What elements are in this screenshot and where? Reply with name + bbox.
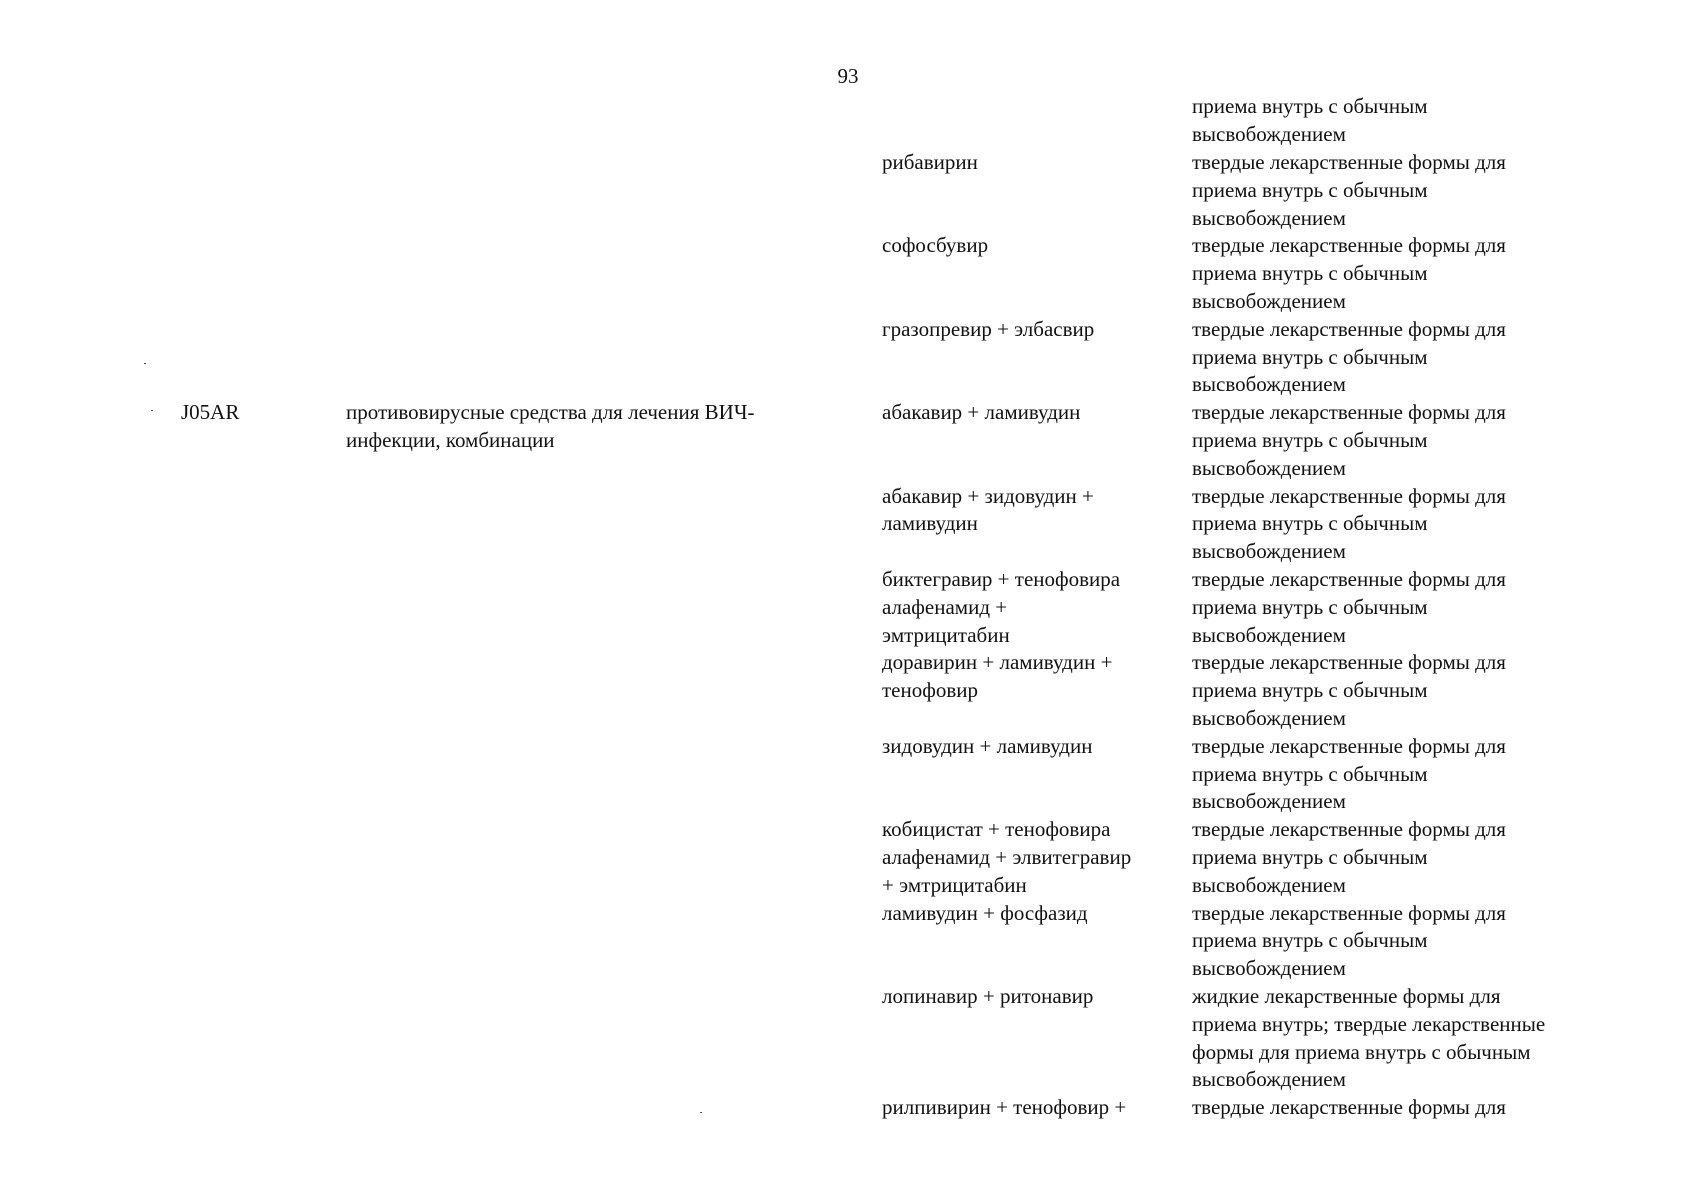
drug-name: ламивудин + фосфазид — [882, 900, 1088, 925]
drug-table — [0, 149, 1696, 1177]
atc-group-name: противовирусные средства для лечения ВИЧ- инфекции, комбинации — [346, 400, 755, 452]
dosage-form: твердые лекарственные формы для приема внутрь с обычным высвобождением — [1192, 817, 1506, 897]
atc-code: J05AR — [181, 400, 240, 424]
scan-speck — [700, 1112, 702, 1113]
scan-speck — [144, 363, 146, 364]
dosage-form: жидкие лекарственные формы для приема внутрь; твердые лекарственные формы для приема внутрь с обычным высвобождением — [1192, 983, 1546, 1092]
dosage-form: твердые лекарственные формы для приема внутрь с обычным высвобождением — [1192, 733, 1506, 814]
drug-name: доравирин + ламивудин + тенофовир — [882, 650, 1113, 703]
drug-name: абакавир + зидовудин + ламивудин — [882, 483, 1094, 536]
dosage-form: твердые лекарственные формы для приема внутрь с обычным высвобождением — [1192, 650, 1506, 730]
table-row — [0, 566, 1696, 649]
table-row — [0, 649, 1696, 732]
drug-name: софосбувир — [882, 233, 989, 258]
dosage-form: твердые лекарственные формы для приема внутрь с обычным высвобождением — [1192, 566, 1506, 647]
drug-name: биктегравир + тенофовира алафенамид + эмтрицитабин — [882, 566, 1121, 647]
dosage-form: твердые лекарственные формы для приема внутрь с обычным высвобождением — [1192, 316, 1506, 397]
table-row — [0, 1094, 1696, 1177]
dosage-form: твердые лекарственные формы для приема внутрь с обычным высвобождением — [1192, 150, 1506, 230]
table-row — [0, 316, 1696, 399]
dosage-form: твердые лекарственные формы для приема внутрь с обычным высвобождением — [1192, 483, 1506, 564]
dosage-form: твердые лекарственные формы для приема внутрь с обычным высвобождением — [1192, 400, 1506, 480]
drug-name: зидовудин + ламивудин — [882, 733, 1093, 758]
continued-dosage-form: приема внутрь с обычным высвобождением — [1192, 94, 1428, 146]
page-number: 93 — [837, 64, 859, 88]
table-row — [0, 900, 1696, 983]
drug-name: рилпивирин + тенофовир + — [882, 1095, 1127, 1120]
table-row — [0, 149, 1696, 232]
table-row — [0, 733, 1696, 816]
drug-name: лопинавир + ритонавир — [882, 983, 1094, 1008]
drug-name: кобицистат + тенофовира алафенамид + элвитегравир + эмтрицитабин — [882, 817, 1132, 897]
table-row — [0, 816, 1696, 899]
dosage-form: твердые лекарственные формы для — [1192, 1095, 1506, 1120]
dosage-form: твердые лекарственные формы для приема внутрь с обычным высвобождением — [1192, 233, 1506, 313]
drug-name: гразопревир + элбасвир — [882, 316, 1095, 341]
drug-name: рибавирин — [882, 150, 978, 174]
table-row — [0, 399, 1696, 482]
table-row — [0, 483, 1696, 566]
dosage-form: твердые лекарственные формы для приема внутрь с обычным высвобождением — [1192, 900, 1506, 981]
scan-speck — [151, 410, 153, 411]
drug-name: абакавир + ламивудин — [882, 400, 1081, 425]
table-row — [0, 232, 1696, 315]
table-row — [0, 983, 1696, 1094]
